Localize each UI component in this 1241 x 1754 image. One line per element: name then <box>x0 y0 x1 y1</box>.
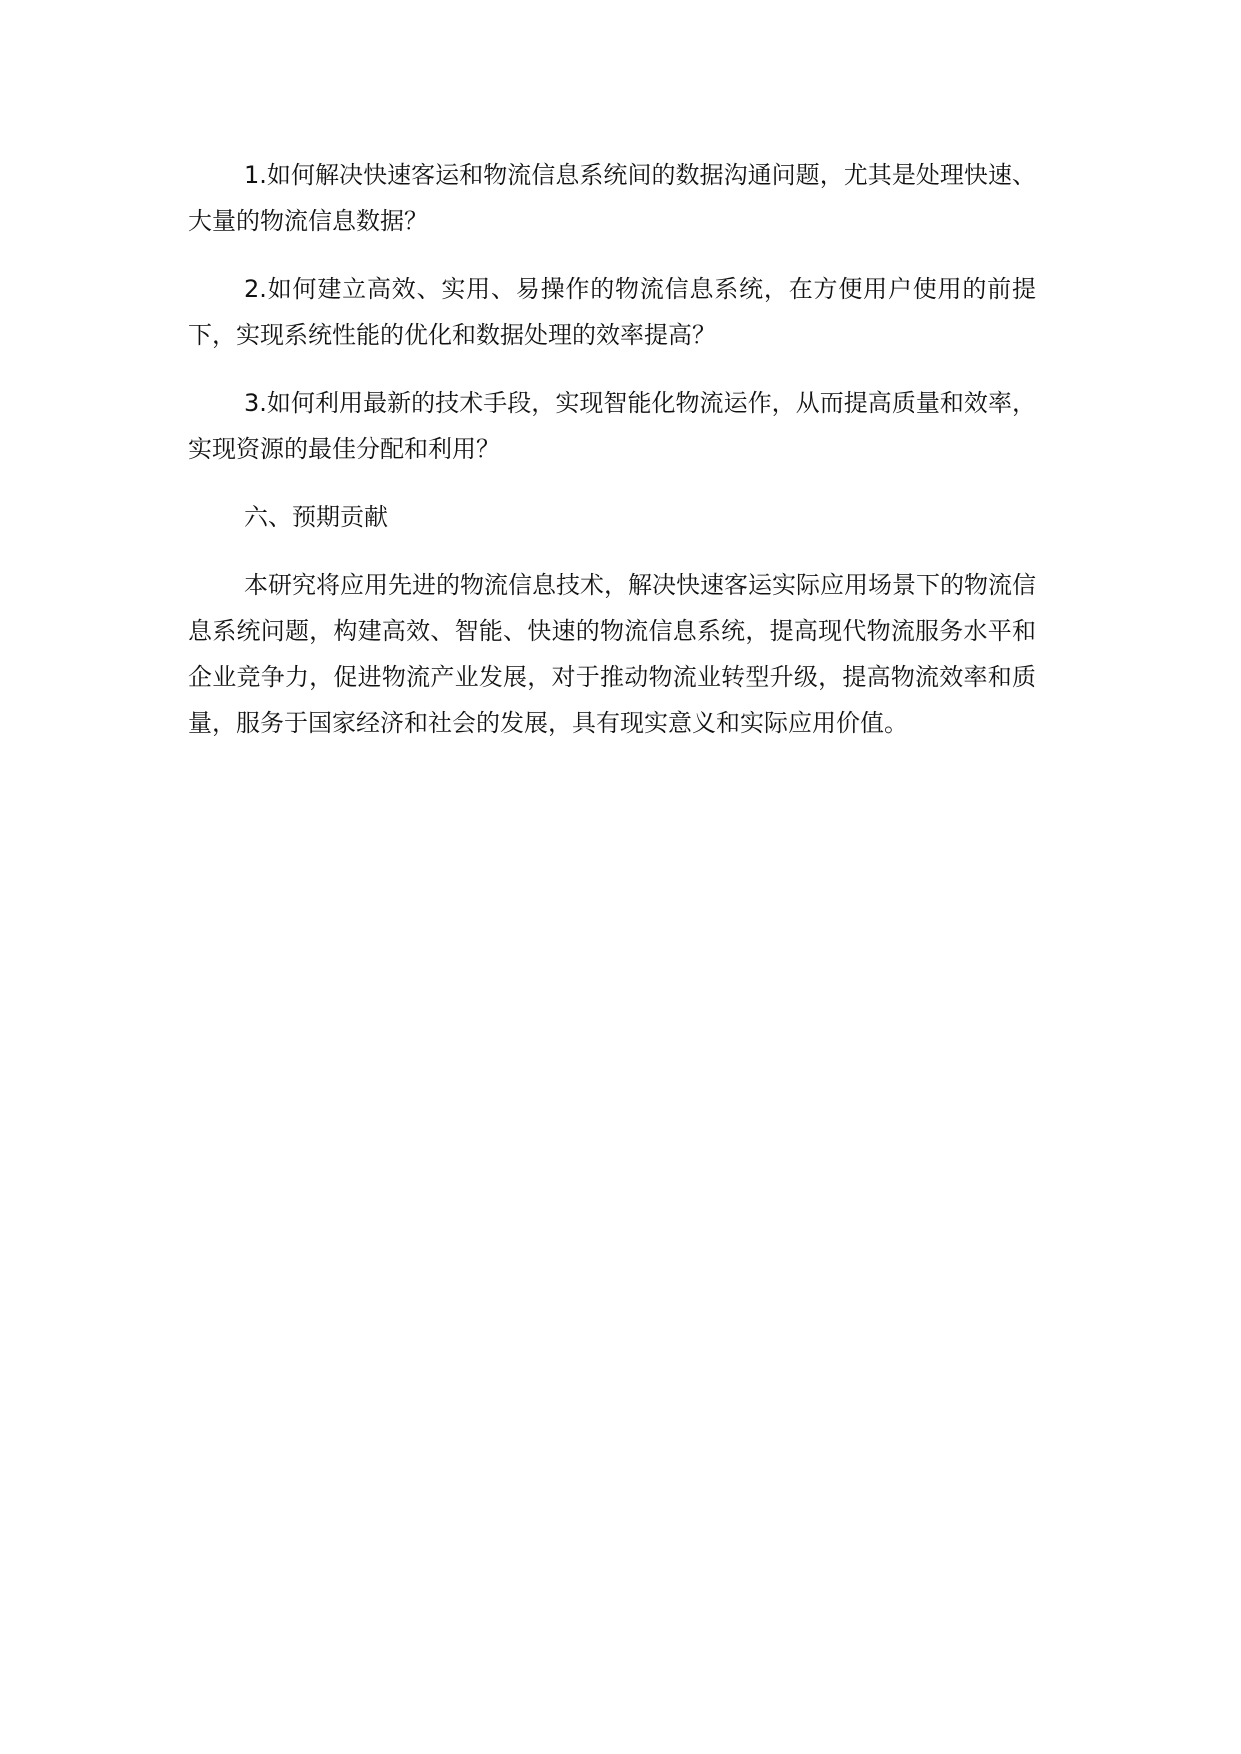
question-3-paragraph: 3.如何利用最新的技术手段，实现智能化物流运作，从而提高质量和效率，实现资源的最佳分配和利用？ <box>188 389 1036 463</box>
section-heading: 六、预期贡献 <box>244 503 388 531</box>
contribution-paragraph: 本研究将应用先进的物流信息技术，解决快速客运实际应用场景下的物流信息系统问题，构建高效、智能、快速的物流信息系统，提高现代物流服务水平和企业竞争力，促进物流产业发展，对于推动物流业转型升级，提高物流效率和质量，服务于国家经济和社会的发展，具有现实意义和实际应用价值。 <box>188 571 1036 737</box>
question-1-paragraph: 1.如何解决快速客运和物流信息系统间的数据沟通问题，尤其是处理快速、大量的物流信息数据？ <box>188 161 1036 235</box>
question-2-paragraph: 2.如何建立高效、实用、易操作的物流信息系统，在方便用户使用的前提下，实现系统性能的优化和数据处理的效率提高？ <box>188 275 1036 349</box>
document-body <box>188 152 1036 768</box>
